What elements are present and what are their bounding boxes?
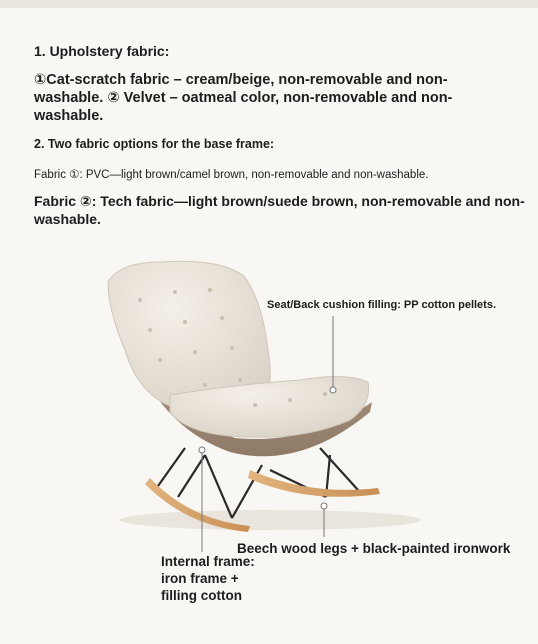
internal-frame-line: iron frame +: [161, 571, 239, 586]
base-heading: 2. Two fabric options for the base frame:: [34, 137, 275, 151]
cushion-filling-label: Seat/Back cushion filling: PP cotton pellets.: [267, 299, 497, 311]
right-rocker: [248, 470, 380, 497]
upholstery-description: ①Cat-scratch fabric – cream/beige, non-removable and non-washable. ② Velvet – oatmeal color, non-removable and non-washable.: [34, 72, 453, 124]
base-option-1: Fabric ①: PVC—light brown/camel brown, non-removable and non-washable.: [34, 169, 429, 181]
legs-label: Beech wood legs + black-painted ironwork: [237, 541, 511, 556]
upholstery-heading: 1. Upholstery fabric:: [34, 43, 170, 59]
internal-frame-line: filling cotton: [161, 588, 242, 603]
internal-frame-line: Internal frame:: [161, 554, 255, 569]
floor-shadow: [120, 510, 420, 530]
base-option-2: Fabric ②: Tech fabric—light brown/suede brown, non-removable and non-washable.: [34, 193, 525, 227]
top-border: [0, 0, 538, 8]
rocking-chair-image: [0, 230, 538, 560]
internal-frame-label: [161, 553, 255, 604]
